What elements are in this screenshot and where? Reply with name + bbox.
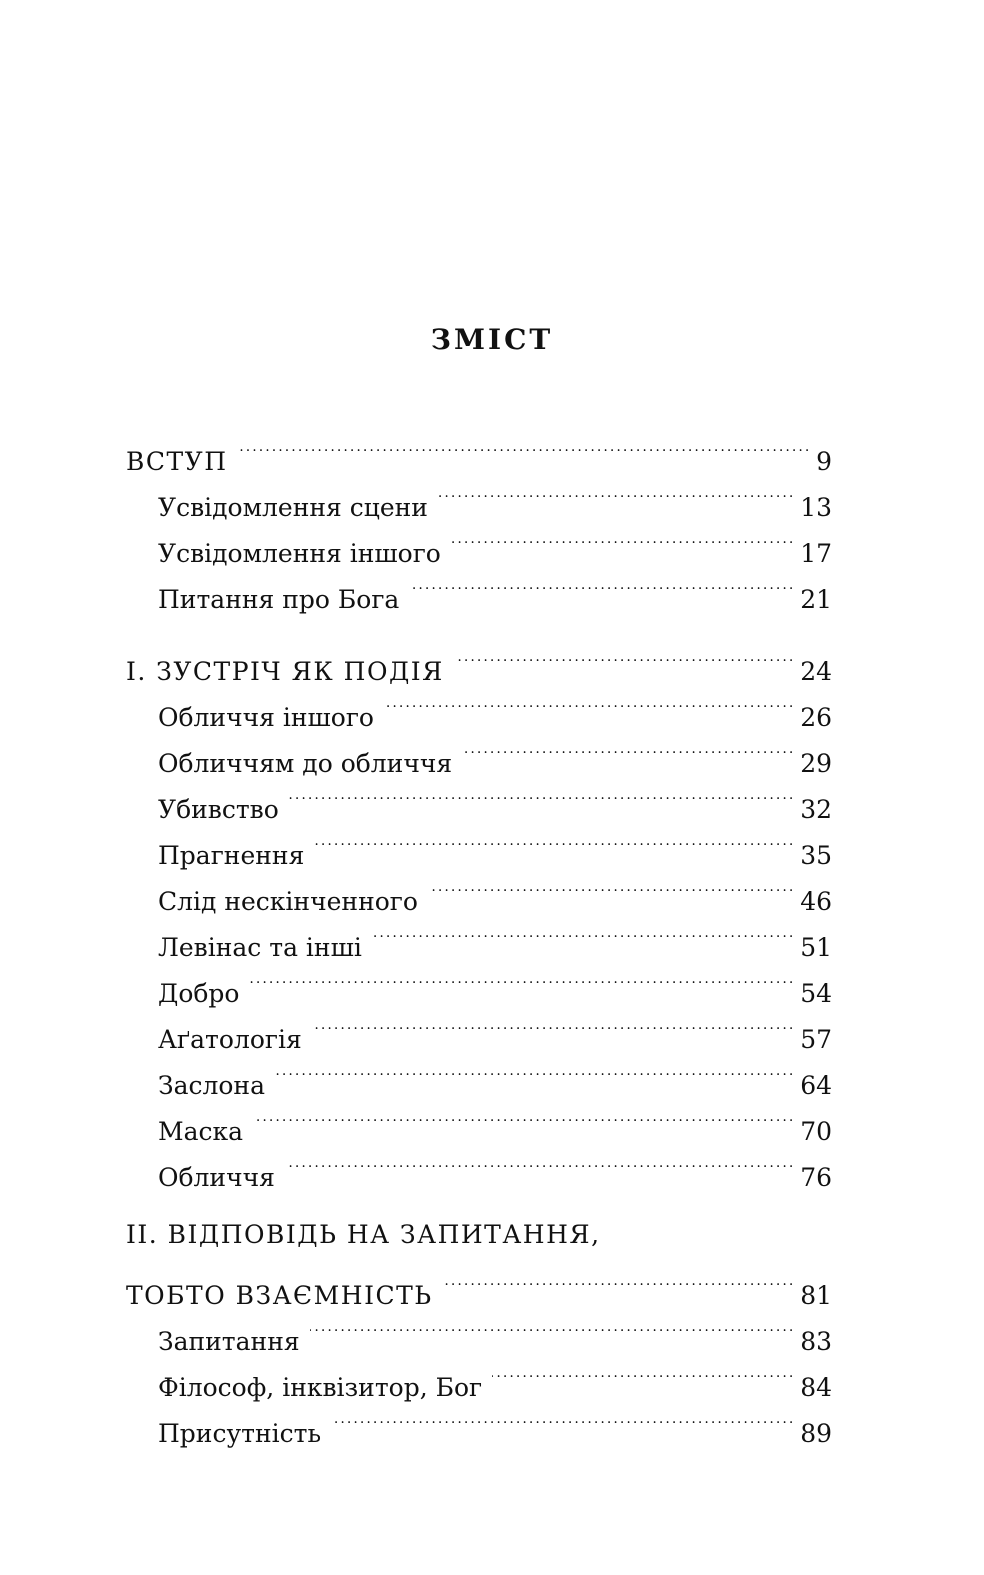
toc-entry-label: ВСТУП	[126, 447, 228, 476]
toc-page-number: 70	[800, 1117, 832, 1146]
toc-entry[interactable]	[126, 470, 832, 522]
dot-leader	[384, 680, 792, 726]
toc-page-number: 64	[800, 1071, 832, 1100]
toc-section-part-2	[126, 1212, 832, 1448]
toc-entry-label: Левінас та інші	[158, 933, 362, 962]
dot-leader	[238, 424, 809, 470]
toc-entry-label: Філософ, інквізитор, Бог	[158, 1373, 483, 1402]
dot-leader	[289, 772, 792, 818]
dot-leader	[310, 1304, 793, 1350]
dot-leader	[285, 1140, 792, 1186]
toc-entry-label-line-1: ІІ. ВІДПОВІДЬ НА ЗАПИТАННЯ,	[126, 1220, 601, 1249]
dot-leader	[492, 1350, 792, 1396]
dot-leader	[428, 864, 792, 910]
toc-page-number: 84	[800, 1373, 832, 1402]
toc-page-number: 13	[800, 493, 832, 522]
toc-page-number: 89	[800, 1419, 832, 1448]
toc-entry-label: Слід нескінченного	[158, 887, 418, 916]
dot-leader	[438, 470, 792, 516]
dot-leader	[312, 1002, 792, 1048]
toc-page-number: 46	[800, 887, 832, 916]
toc-section-part-1	[126, 634, 832, 1192]
dot-leader	[372, 910, 792, 956]
toc-page-number: 32	[800, 795, 832, 824]
toc-entry-label: І. ЗУСТРІЧ ЯК ПОДІЯ	[126, 657, 444, 686]
toc-page-number: 57	[800, 1025, 832, 1054]
toc-entry-label: Заслона	[158, 1071, 265, 1100]
toc-entry-label: Обличчя іншого	[158, 703, 374, 732]
dot-leader	[331, 1396, 792, 1442]
dot-leader	[249, 956, 792, 1002]
dot-leader	[253, 1094, 792, 1140]
toc-page-number: 29	[800, 749, 832, 778]
toc-entry-label: Добро	[158, 979, 240, 1008]
dot-leader	[314, 818, 792, 864]
toc-entry-label: Прагнення	[158, 841, 305, 870]
toc-page-number: 9	[816, 447, 832, 476]
table-of-contents	[126, 424, 832, 1448]
toc-entry-label: Убивство	[158, 795, 279, 824]
toc-entry-part-2[interactable]	[126, 1212, 832, 1310]
dot-leader	[451, 516, 792, 562]
dot-leader	[443, 1258, 793, 1304]
toc-page-number: 54	[800, 979, 832, 1008]
toc-entry-label: Обличчя	[158, 1163, 275, 1192]
toc-entry-label: Усвідомлення іншого	[158, 539, 441, 568]
dot-leader	[454, 634, 792, 680]
toc-entry-label: Питання про Бога	[158, 585, 400, 614]
toc-entry-label: Обличчям до обличчя	[158, 749, 453, 778]
toc-entry-part-1[interactable]	[126, 634, 832, 686]
toc-page-number: 76	[800, 1163, 832, 1192]
toc-section-intro	[126, 424, 832, 614]
toc-entry-label-line-2: ТОБТО ВЗАЄМНІСТЬ	[126, 1281, 433, 1310]
toc-page-number: 35	[800, 841, 832, 870]
toc-page-number: 51	[800, 933, 832, 962]
toc-entry-label: Маска	[158, 1117, 244, 1146]
dot-leader	[409, 562, 792, 608]
toc-entry-intro[interactable]	[126, 424, 832, 476]
toc-page-number: 81	[800, 1281, 832, 1310]
dot-leader	[462, 726, 792, 772]
dot-leader	[275, 1048, 792, 1094]
toc-page-number: 26	[800, 703, 832, 732]
toc-entry-label: Аґатологія	[158, 1025, 302, 1054]
toc-page-number: 21	[800, 585, 832, 614]
toc-entry-label: Запитання	[158, 1327, 300, 1356]
toc-page-number: 17	[800, 539, 832, 568]
page-title: ЗМІСТ	[430, 323, 554, 356]
toc-page-number: 24	[800, 657, 832, 686]
toc-entry-label: Присутність	[158, 1419, 322, 1448]
toc-entry-label: Усвідомлення сцени	[158, 493, 428, 522]
toc-page-number: 83	[800, 1327, 832, 1356]
